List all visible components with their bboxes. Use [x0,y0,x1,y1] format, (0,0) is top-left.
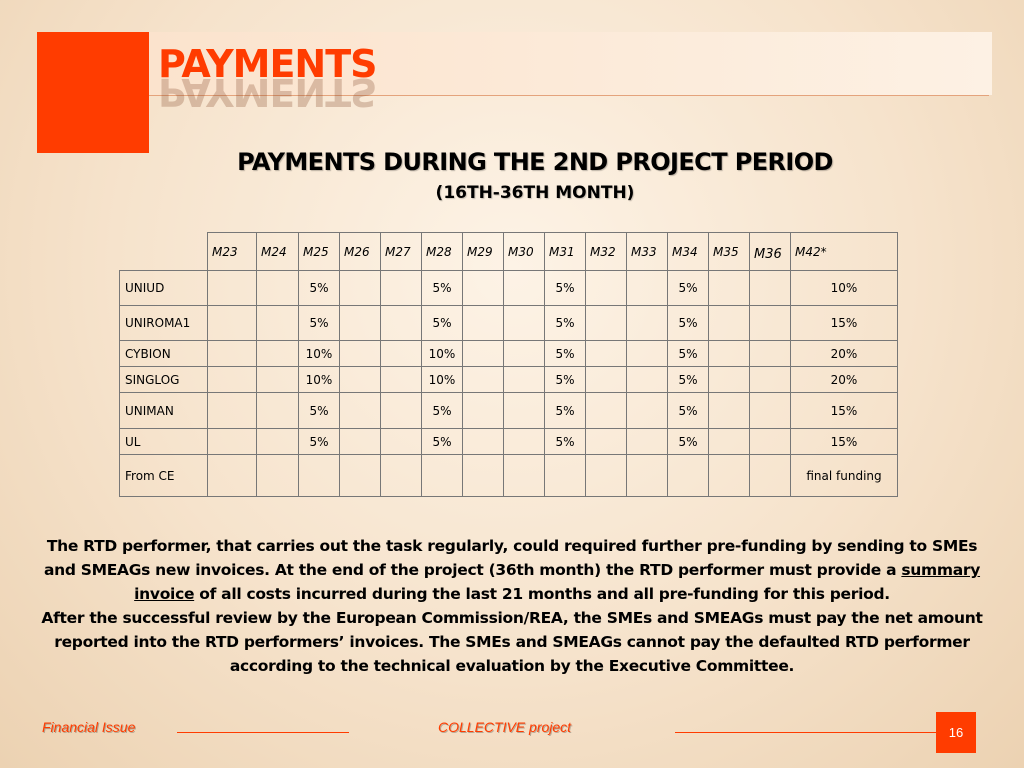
table-cell: 5% [545,306,586,341]
table-cell: 5% [422,393,463,429]
table-cell [381,393,422,429]
row-label: UNIMAN [120,393,208,429]
table-cell [504,393,545,429]
table-cell: 10% [422,367,463,393]
table-cell [750,429,791,455]
section-subheading: (16TH-36TH MONTH) [435,183,635,203]
table-cell [381,429,422,455]
section-heading: PAYMENTS DURING THE 2ND PROJECT PERIOD [237,148,833,176]
table-cell: 5% [668,271,709,306]
table-cell [381,271,422,306]
table-cell [504,271,545,306]
table-cell [299,455,340,497]
table-cell: 5% [299,393,340,429]
table-cell [340,367,381,393]
month-header-m28: M28 [422,233,463,271]
table-cell [463,429,504,455]
table-cell: 5% [668,341,709,367]
table-row [120,271,898,306]
footer-divider-left [177,732,349,733]
table-cell: 20% [791,367,898,393]
table-cell [381,341,422,367]
table-cell [257,455,299,497]
table-cell: 5% [422,429,463,455]
table-cell [504,429,545,455]
table-row [120,306,898,341]
table-cell [257,429,299,455]
table-cell: 5% [545,429,586,455]
table-cell: 5% [668,393,709,429]
table-cell: 5% [299,271,340,306]
table-cell: 5% [545,271,586,306]
table-cell [709,306,750,341]
body-text [34,534,990,678]
table-cell [208,367,257,393]
table-cell [504,367,545,393]
table-cell: 20% [791,341,898,367]
table-cell [208,306,257,341]
accent-square [37,32,149,153]
table-cell [586,341,627,367]
month-header-m35: M35 [709,233,750,271]
title-divider [149,95,989,96]
table-cell: 5% [422,306,463,341]
month-header-m24: M24 [257,233,299,271]
table-cell [340,341,381,367]
table-cell [340,306,381,341]
month-header-m31: M31 [545,233,586,271]
table-cell [463,341,504,367]
month-header-m33: M33 [627,233,668,271]
table-cell: 5% [668,306,709,341]
body-paragraph-1-end: of all costs incurred during the last 21 months and all pre-funding for this period. [194,585,890,603]
table-cell [586,429,627,455]
table-cell [709,367,750,393]
table-cell [586,271,627,306]
month-header-m32: M32 [586,233,627,271]
table-cell [545,455,586,497]
table-cell [504,455,545,497]
table-cell [381,367,422,393]
table-cell: 15% [791,306,898,341]
table-row [120,455,898,497]
table-cell [750,271,791,306]
month-header-m42star: M42* [791,233,898,271]
row-label: CYBION [120,341,208,367]
table-cell [750,306,791,341]
table-cell [463,393,504,429]
table-corner-cell [120,233,208,271]
table-cell [463,271,504,306]
month-header-m29: M29 [463,233,504,271]
table-cell [627,393,668,429]
table-cell [208,341,257,367]
table-cell: 5% [668,429,709,455]
table-cell [627,455,668,497]
slide-title: PAYMENTS PAYMENTS [158,38,377,90]
table-row [120,393,898,429]
table-cell [208,429,257,455]
table-cell [463,367,504,393]
body-paragraph-2: After the successful review by the European Commission/REA, the SMEs and SMEAGs must pay the net amount reported into the RTD performers’ invoices. The SMEs and SMEAGs cannot pay the defaulted RTD performer according to the technical evaluation by the Executive Committee. [41,609,983,675]
row-label: UNIROMA1 [120,306,208,341]
table-cell [709,393,750,429]
table-row [120,367,898,393]
table-cell [627,367,668,393]
table-cell [340,271,381,306]
table-cell [381,455,422,497]
table-cell [709,429,750,455]
footer-divider-right [675,732,937,733]
table-cell [627,341,668,367]
row-label: UNIUD [120,271,208,306]
table-cell [627,306,668,341]
table-row [120,429,898,455]
table-cell [422,455,463,497]
table-cell [257,341,299,367]
table-cell [586,455,627,497]
footer-center-label: COLLECTIVE project [438,719,572,735]
table-cell: 5% [299,306,340,341]
table-cell: 5% [422,271,463,306]
table-cell [463,455,504,497]
table-cell [504,341,545,367]
table-cell [340,455,381,497]
table-header-row [120,233,898,271]
table-cell [709,341,750,367]
table-cell [208,271,257,306]
summary-invoice-link[interactable]: summary invoice [134,561,981,603]
month-header-m30: M30 [504,233,545,271]
table-cell [381,306,422,341]
table-cell: 5% [545,367,586,393]
table-cell: 10% [791,271,898,306]
table-cell [586,306,627,341]
table-cell: 5% [668,367,709,393]
footer-left-label: Financial Issue [42,719,136,735]
table-cell [257,393,299,429]
table-cell: 5% [545,341,586,367]
table-row [120,341,898,367]
month-header-m25: M25 [299,233,340,271]
month-header-m36: M36 [750,233,791,271]
table-cell [709,455,750,497]
row-label: From CE [120,455,208,497]
table-cell: 5% [299,429,340,455]
table-cell [340,393,381,429]
row-label: UL [120,429,208,455]
table-cell [627,271,668,306]
table-cell [750,367,791,393]
body-paragraph-1: The RTD performer, that carries out the task regularly, could required further pre-funding by sending to SMEs and SMEAGs new invoices. At the end of the project (36th month) the RTD performer must provide a [43,537,978,579]
table-cell: 10% [299,341,340,367]
table-cell: 5% [545,393,586,429]
table-cell: final funding [791,455,898,497]
table-cell [627,429,668,455]
table-cell: 10% [422,341,463,367]
month-header-m27: M27 [381,233,422,271]
table-cell [750,455,791,497]
table-cell [586,393,627,429]
table-cell [208,393,257,429]
row-label: SINGLOG [120,367,208,393]
table-cell [750,393,791,429]
table-cell [709,271,750,306]
payments-table [119,232,898,497]
table-cell [586,367,627,393]
table-cell [750,341,791,367]
table-cell: 10% [299,367,340,393]
page-number-badge: 16 [936,712,976,753]
month-header-m26: M26 [340,233,381,271]
table-cell [257,306,299,341]
table-cell [463,306,504,341]
table-cell [504,306,545,341]
table-cell [208,455,257,497]
table-cell [257,367,299,393]
table-cell [668,455,709,497]
table-cell [257,271,299,306]
table-cell: 15% [791,429,898,455]
month-header-m34: M34 [668,233,709,271]
month-header-m23: M23 [208,233,257,271]
table-cell [340,429,381,455]
table-cell: 15% [791,393,898,429]
